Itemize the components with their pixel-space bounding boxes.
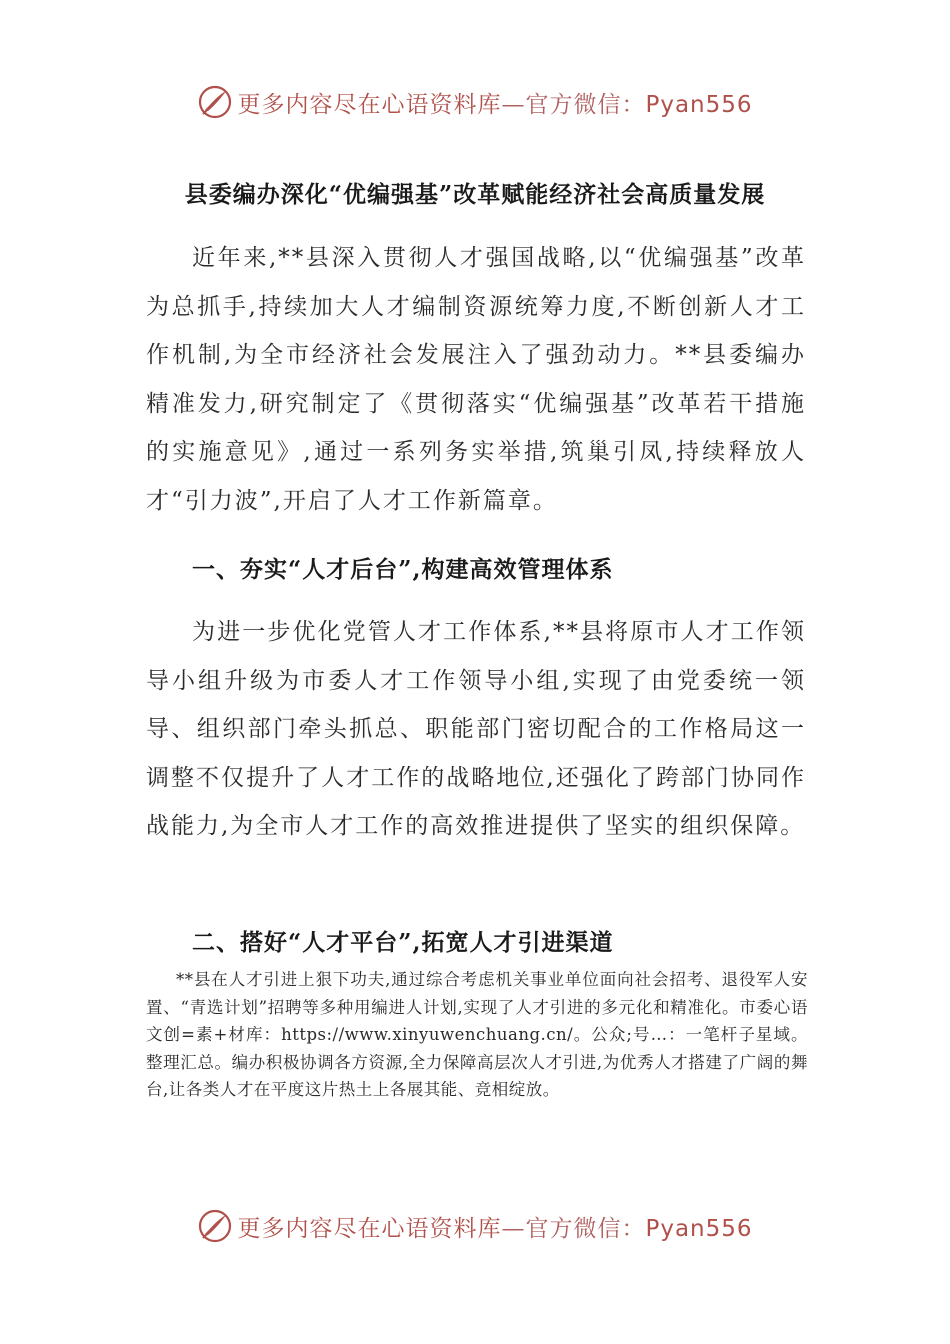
- section-2-paragraph: **县在人才引进上狠下功夫,通过综合考虑机关事业单位面向社会招考、退役军人安置、“青选计划”招聘等多种用编进人计划,实现了人才引进的多元化和精准化。市委心语文创=素+材库：https://www.xinyuwenchuang.cn/。公众;号…：一笔杆子星域。整理汇总。编办积极协调各方资源,全力保障高层次人才引进,为优秀人才搭建了广阔的舞台,让各类人才在平度这片热土上各展其能、竞相绽放。: [146, 970, 808, 1099]
- banner-text: 更多内容尽在心语资料库—官方微信：Pyan556: [237, 1215, 753, 1242]
- document-title: 县委编办深化“优编强基”改革赋能经济社会高质量发展: [184, 181, 766, 208]
- quill-logo-icon: [197, 84, 233, 120]
- section-2-heading: 二、搭好“人才平台”,拓宽人才引进渠道: [192, 929, 614, 956]
- footer-banner: [0, 1206, 950, 1246]
- banner-text: 更多内容尽在心语资料库—官方微信：Pyan556: [237, 91, 753, 118]
- header-banner: [0, 82, 950, 122]
- quill-logo-icon: [197, 1208, 233, 1244]
- intro-paragraph: 近年来,**县深入贯彻人才强国战略,以“优编强基”改革为总抓手,持续加大人才编制资源统筹力度,不断创新人才工作机制,为全市经济社会发展注入了强劲动力。**县委编办精准发力,研究制定了《贯彻落实“优编强基”改革若干措施的实施意见》,通过一系列务实举措,筑巢引凤,持续释放人才“引力波”,开启了人才工作新篇章。: [146, 245, 806, 514]
- section-1-paragraph: 为进一步优化党管人才工作体系,**县将原市人才工作领导小组升级为市委人才工作领导小组,实现了由党委统一领导、组织部门牵头抓总、职能部门密切配合的工作格局这一调整不仅提升了人才工作的战略地位,还强化了跨部门协同作战能力,为全市人才工作的高效推进提供了坚实的组织保障。: [146, 619, 806, 840]
- section-1-heading: 一、夯实“人才后台”,构建高效管理体系: [192, 556, 614, 583]
